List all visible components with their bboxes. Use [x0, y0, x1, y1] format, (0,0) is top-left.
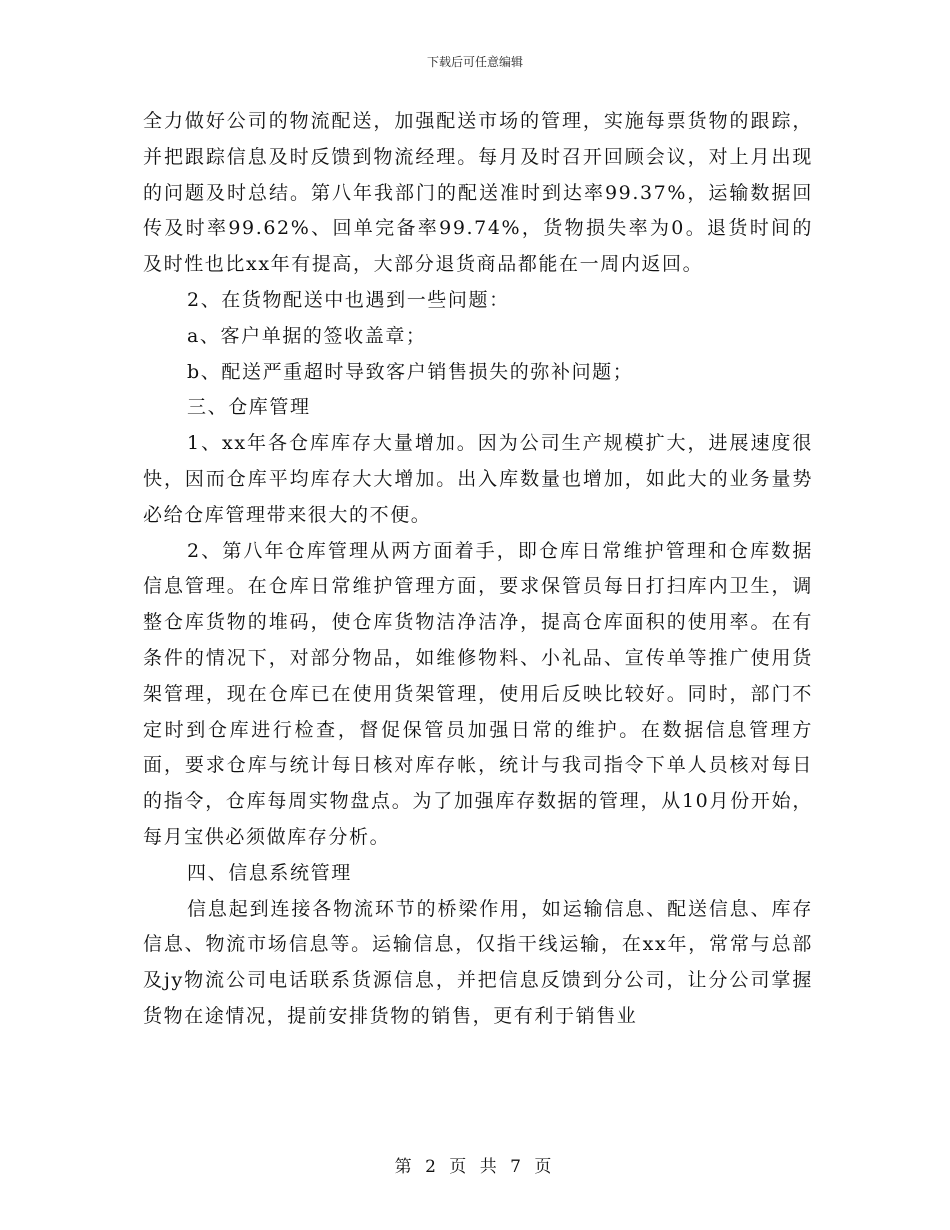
- document-body: [143, 104, 813, 1035]
- paragraph-warehouse-management: 2、第八年仓库管理从两方面着手，即仓库日常维护管理和仓库数据信息管理。在仓库日常维护管理方面，要求保管员每日打扫库内卫生，调整仓库货物的堆码，使仓库货物洁净洁净，提高仓库面积的使用率。在有条件的情况下，对部分物品，如维修物料、小礼品、宣传单等推广使用货架管理，现在仓库已在使用货架管理，使用后反映比较好。同时，部门不定时到仓库进行检查，督促保管员加强日常的维护。在数据信息管理方面，要求仓库与统计每日核对库存帐，统计与我司指令下单人员核对每日的指令，仓库每周实物盘点。为了加强库存数据的管理，从10月份开始，每月宝供必须做库存分析。: [143, 539, 813, 848]
- list-item-problem-b: b、配送严重超时导致客户销售损失的弥补问题；: [187, 360, 634, 383]
- page-header: 下载后可任意编辑: [426, 55, 523, 69]
- list-item-problem-a: a、客户单据的签收盖章；: [187, 324, 427, 347]
- paragraph-delivery-summary: 全力做好公司的物流配送，加强配送市场的管理，实施每票货物的跟踪，并把跟踪信息及时反馈到物流经理。每月及时召开回顾会议，对上月出现的问题及时总结。第八年我部门的配送准时到达率99.37%，运输数据回传及时率99.62%、回单完备率99.74%，货物损失率为0。退货时间的及时性也比xx年有提高，大部分退货商品都能在一周内返回。: [143, 110, 813, 276]
- section-heading-information-system: 四、信息系统管理: [187, 861, 352, 884]
- section-heading-warehouse: 三、仓库管理: [187, 396, 311, 419]
- page-number: 第 2 页 共 7 页: [394, 1157, 556, 1177]
- paragraph-delivery-problems: 2、在货物配送中也遇到一些问题：: [187, 288, 510, 311]
- paragraph-information-system: 信息起到连接各物流环节的桥梁作用，如运输信息、配送信息、库存信息、物流市场信息等。运输信息，仅指干线运输，在xx年，常常与总部及jy物流公司电话联系货源信息，并把信息反馈到分公司，让分公司掌握货物在途情况，提前安排货物的销售，更有利于销售业: [143, 897, 813, 1027]
- paragraph-warehouse-inventory: 1、xx年各仓库库存大量增加。因为公司生产规模扩大，进展速度很快，因而仓库平均库存大大增加。出入库数量也增加，如此大的业务量势必给仓库管理带来很大的不便。: [143, 432, 813, 526]
